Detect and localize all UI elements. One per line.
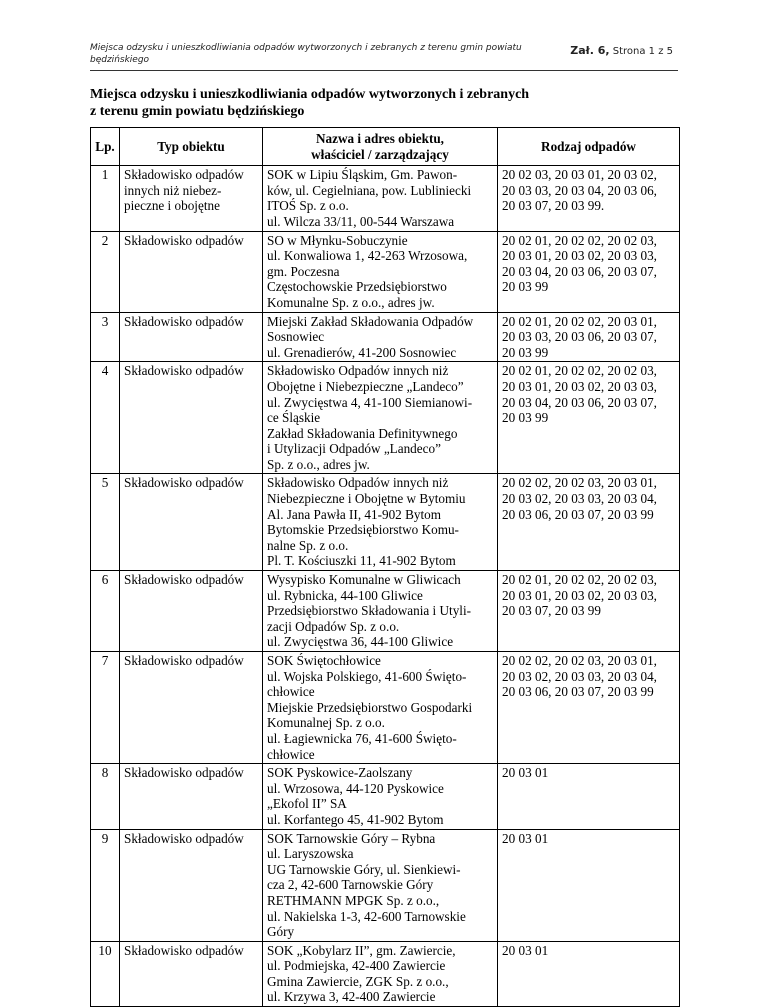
row-number: 8 — [91, 764, 120, 829]
facility-name-line: ul. Krzywa 3, 42-400 Zawiercie — [267, 989, 436, 1005]
row-number: 4 — [91, 362, 120, 474]
attachment-label: Zał. 6, — [570, 44, 610, 57]
facility-name-line: ul. Łagiewnicka 76, 41-600 Święto- — [267, 730, 457, 746]
waste-codes-line: 20 03 01 — [502, 830, 549, 846]
column-header-type: Typ obiektu — [120, 128, 263, 166]
waste-codes-cell — [498, 571, 680, 652]
table-row — [91, 362, 680, 474]
column-header-name-line: właściciel / zarządzający — [311, 146, 449, 162]
facility-name-line: ul. Rybnicka, 44-100 Gliwice — [267, 587, 423, 603]
row-number: 9 — [91, 829, 120, 941]
facility-name-line: Góry — [267, 924, 295, 940]
facility-type-cell — [120, 474, 263, 571]
waste-codes-line: 20 03 03, 20 03 04, 20 03 06, — [502, 182, 657, 198]
facility-name-cell — [263, 652, 498, 764]
waste-codes-line: 20 02 01, 20 02 02, 20 03 01, — [502, 313, 657, 329]
table-header-row — [91, 128, 680, 166]
waste-codes-cell — [498, 166, 680, 231]
facility-name-line: ul. Zwycięstwa 36, 44-100 Gliwice — [267, 634, 454, 650]
waste-codes-line: 20 03 07, 20 03 99 — [502, 603, 601, 619]
waste-codes-line: 20 03 99 — [502, 344, 549, 360]
waste-codes-line: 20 03 04, 20 03 06, 20 03 07, — [502, 263, 657, 279]
facility-name-cell — [263, 474, 498, 571]
facility-name-line: ul. Nakielska 1-3, 42-600 Tarnowskie — [267, 908, 466, 924]
waste-codes-line: 20 03 01 — [502, 765, 549, 781]
waste-codes-cell — [498, 312, 680, 362]
waste-codes-line: 20 03 02, 20 03 03, 20 03 04, — [502, 668, 657, 684]
row-number: 5 — [91, 474, 120, 571]
facility-type-line: pieczne i obojętne — [124, 198, 220, 214]
waste-codes-cell — [498, 474, 680, 571]
table-body — [91, 166, 680, 1007]
facility-name-line: zacji Odpadów Sp. z o.o. — [267, 618, 400, 634]
column-header-waste: Rodzaj odpadów — [498, 128, 680, 166]
facility-name-line: SO w Młynku-Sobuczynie — [267, 232, 408, 248]
facility-name-cell — [263, 571, 498, 652]
table-row — [91, 941, 680, 1006]
facility-type-line: Składowisko odpadów — [124, 232, 244, 248]
page-number: Strona 1 z 5 — [612, 46, 673, 57]
waste-codes-line: 20 02 01, 20 02 02, 20 02 03, — [502, 363, 657, 379]
facility-type-cell — [120, 829, 263, 941]
table-row — [91, 571, 680, 652]
waste-codes-cell — [498, 764, 680, 829]
waste-codes-line: 20 03 99 — [502, 279, 549, 295]
facility-type-cell — [120, 166, 263, 231]
header-divider — [90, 70, 678, 71]
row-number: 7 — [91, 652, 120, 764]
facility-type-line: Składowisko odpadów — [124, 313, 244, 329]
waste-codes-line: 20 03 02, 20 03 03, 20 03 04, — [502, 491, 657, 507]
waste-codes-cell — [498, 941, 680, 1006]
row-number: 6 — [91, 571, 120, 652]
waste-codes-line: 20 02 03, 20 03 01, 20 03 02, — [502, 167, 657, 183]
facility-name-line: Wysypisko Komunalne w Gliwicach — [267, 572, 461, 588]
facility-name-line: Składowisko Odpadów innych niż — [267, 363, 449, 379]
facility-name-line: ul. Zwycięstwa 4, 41-100 Siemianowi- — [267, 394, 473, 410]
title-line: z terenu gmin powiatu będzińskiego — [90, 104, 305, 119]
table-row — [91, 166, 680, 231]
facility-name-cell — [263, 231, 498, 312]
table-row — [91, 652, 680, 764]
waste-codes-line: 20 03 01, 20 03 02, 20 03 03, — [502, 378, 657, 394]
waste-codes-cell — [498, 652, 680, 764]
waste-codes-line: 20 02 02, 20 02 03, 20 03 01, — [502, 653, 657, 668]
running-header-title — [90, 42, 520, 66]
facility-name-line: RETHMANN MPGK Sp. z o.o., — [267, 892, 440, 908]
facility-name-cell — [263, 312, 498, 362]
column-header-name-line: Nazwa i adres obiektu, — [316, 131, 444, 146]
column-header-lp: Lp. — [91, 128, 120, 166]
table-row — [91, 764, 680, 829]
facility-name-line: gm. Poczesna — [267, 263, 340, 279]
facility-name-cell — [263, 764, 498, 829]
title-line: Miejsca odzysku i unieszkodliwiania odpadów wytworzonych i zebranych — [90, 87, 530, 102]
facility-name-line: SOK Pyskowice-Zaolszany — [267, 765, 413, 781]
waste-codes-line: 20 03 03, 20 03 06, 20 03 07, — [502, 329, 657, 345]
waste-codes-line: 20 02 01, 20 02 02, 20 02 03, — [502, 572, 657, 588]
facility-type-cell — [120, 231, 263, 312]
facility-name-line: chłowice — [267, 746, 315, 762]
facility-type-line: Składowisko odpadów — [124, 475, 244, 491]
facility-type-line: Składowisko odpadów — [124, 572, 244, 588]
row-number: 1 — [91, 166, 120, 231]
facility-name-line: SOK Tarnowskie Góry – Rybna — [267, 830, 436, 846]
facility-type-line: Składowisko odpadów — [124, 942, 244, 958]
facility-name-line: ul. Konwaliowa 1, 42-263 Wrzosowa, — [267, 248, 468, 264]
waste-codes-line: 20 03 04, 20 03 06, 20 03 07, — [502, 394, 657, 410]
facility-type-line: innych niż niebez- — [124, 182, 222, 198]
facility-name-line: ITOŚ Sp. z o.o. — [267, 198, 349, 214]
facility-type-line: Składowisko odpadów — [124, 830, 244, 846]
facility-name-line: cza 2, 42-600 Tarnowskie Góry — [267, 877, 434, 893]
facility-type-cell — [120, 941, 263, 1006]
table-row — [91, 231, 680, 312]
facility-name-line: „Ekofol II” SA — [267, 796, 347, 812]
facility-type-line: Składowisko odpadów — [124, 765, 244, 781]
table-row — [91, 312, 680, 362]
facility-name-line: i Utylizacji Odpadów „Landeco” — [267, 441, 441, 457]
facility-name-line: ul. Grenadierów, 41-200 Sosnowiec — [267, 344, 457, 360]
row-number: 10 — [91, 941, 120, 1006]
facility-name-line: Obojętne i Niebezpieczne „Landeco” — [267, 378, 464, 394]
facility-name-line: Zakład Składowania Definitywnego — [267, 425, 458, 441]
facility-name-line: ul. Wilcza 33/11, 00-544 Warszawa — [267, 213, 455, 229]
facility-name-line: Miejski Zakład Składowania Odpadów — [267, 313, 474, 329]
facility-type-cell — [120, 362, 263, 474]
facility-name-line: ul. Korfantego 45, 41-902 Bytom — [267, 811, 444, 827]
facility-name-line: Częstochowskie Przedsiębiorstwo — [267, 279, 447, 295]
facility-name-line: Przedsiębiorstwo Składowania i Utyli- — [267, 603, 472, 619]
facility-name-line: SOK w Lipiu Śląskim, Gm. Pawon- — [267, 167, 458, 183]
running-header-line: Miejsca odzysku i unieszkodliwiania odpadów wytworzonych i zebranych z terenu gmin powiatu — [90, 43, 522, 53]
facility-name-line: Niebezpieczne i Obojętne w Bytomiu — [267, 491, 466, 507]
facility-name-line: Bytomskie Przedsiębiorstwo Komu- — [267, 522, 459, 538]
facility-type-line: Składowisko odpadów — [124, 363, 244, 379]
column-header-name — [263, 128, 498, 166]
facility-name-cell — [263, 941, 498, 1006]
waste-codes-line: 20 03 01, 20 03 02, 20 03 03, — [502, 587, 657, 603]
row-number: 2 — [91, 231, 120, 312]
facility-type-cell — [120, 312, 263, 362]
facility-name-line: Komunalnej Sp. z o.o. — [267, 715, 385, 731]
facility-name-line: chłowice — [267, 684, 315, 700]
facility-type-cell — [120, 764, 263, 829]
facility-name-cell — [263, 166, 498, 231]
waste-codes-line: 20 02 02, 20 02 03, 20 03 01, — [502, 475, 657, 491]
facility-name-line: nalne Sp. z o.o. — [267, 537, 349, 553]
facility-name-line: ul. Wrzosowa, 44-120 Pyskowice — [267, 780, 444, 796]
facilities-table — [90, 127, 680, 1007]
facility-name-line: Sosnowiec — [267, 329, 325, 345]
facility-name-cell — [263, 362, 498, 474]
document-title — [90, 86, 650, 120]
facility-type-line: Składowisko odpadów — [124, 653, 244, 668]
facility-name-line: Sp. z o.o., adres jw. — [267, 456, 370, 472]
facility-name-line: Al. Jana Pawła II, 41-902 Bytom — [267, 506, 441, 522]
facility-name-line: ce Śląskie — [267, 410, 321, 426]
waste-codes-line: 20 03 06, 20 03 07, 20 03 99 — [502, 506, 654, 522]
facility-type-cell — [120, 571, 263, 652]
facility-name-line: Komunalne Sp. z o.o., adres jw. — [267, 294, 435, 310]
waste-codes-line: 20 03 99 — [502, 410, 549, 426]
waste-codes-line: 20 03 07, 20 03 99. — [502, 198, 605, 214]
waste-codes-line: 20 03 06, 20 03 07, 20 03 99 — [502, 684, 654, 700]
waste-codes-cell — [498, 231, 680, 312]
table-row — [91, 829, 680, 941]
row-number: 3 — [91, 312, 120, 362]
waste-codes-line: 20 03 01 — [502, 942, 549, 958]
facility-type-line: Składowisko odpadów — [124, 167, 244, 183]
page-indicator — [570, 44, 673, 57]
waste-codes-line: 20 02 01, 20 02 02, 20 02 03, — [502, 232, 657, 248]
facility-name-line: UG Tarnowskie Góry, ul. Sienkiewi- — [267, 861, 461, 877]
facility-name-line: ul. Podmiejska, 42-400 Zawiercie — [267, 958, 446, 974]
running-header-line: będzińskiego — [90, 55, 150, 65]
facility-name-line: Składowisko Odpadów innych niż — [267, 475, 449, 491]
facility-name-line: SOK Świętochłowice — [267, 653, 381, 668]
facility-name-line: ul. Laryszowska — [267, 846, 354, 862]
facility-name-cell — [263, 829, 498, 941]
facility-name-line: SOK „Kobylarz II”, gm. Zawiercie, — [267, 942, 456, 958]
table-row — [91, 474, 680, 571]
waste-codes-cell — [498, 362, 680, 474]
facility-name-line: ul. Wojska Polskiego, 41-600 Święto- — [267, 668, 467, 684]
waste-codes-cell — [498, 829, 680, 941]
waste-codes-line: 20 03 01, 20 03 02, 20 03 03, — [502, 248, 657, 264]
facility-name-line: ków, ul. Cegielniana, pow. Lubliniecki — [267, 182, 472, 198]
facility-type-cell — [120, 652, 263, 764]
facility-name-line: Gmina Zawiercie, ZGK Sp. z o.o., — [267, 973, 449, 989]
facility-name-line: Pl. T. Kościuszki 11, 41-902 Bytom — [267, 553, 456, 569]
facility-name-line: Miejskie Przedsiębiorstwo Gospodarki — [267, 699, 473, 715]
